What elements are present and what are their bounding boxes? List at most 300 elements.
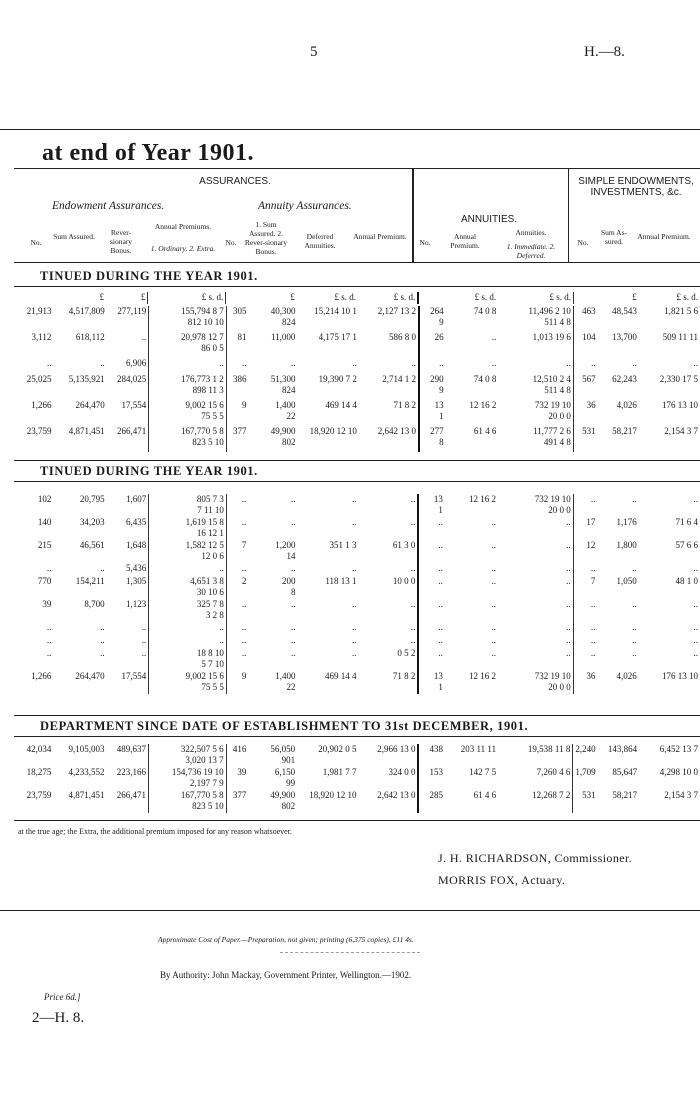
units-cell: £ s. d. [474, 292, 497, 302]
units-cell: £ [99, 292, 105, 302]
col-ann-no: No. [419, 238, 431, 247]
col-aa-no: No. [225, 238, 237, 247]
table-cell: 39 [226, 767, 248, 790]
table-cell: 1,400 22 [275, 400, 296, 421]
table-cell: 438 [418, 744, 445, 767]
table-cell: 469 14 4 [325, 400, 357, 410]
table-cell: 13 1 [419, 400, 446, 426]
table-cell: .. [226, 358, 248, 374]
units-cell: £ s. d. [334, 292, 357, 302]
table-cell: 377 [226, 426, 248, 452]
units-cell: £ [632, 292, 637, 302]
table-bottom-rule [14, 820, 700, 821]
table-row [14, 306, 700, 332]
table-cell: 62,243 [612, 374, 637, 384]
table-row [14, 744, 700, 767]
assurances-heading: ASSURANCES. [199, 176, 271, 187]
col-annual-premiums: Annual Premiums. [154, 222, 212, 231]
table-cell: 2,714 1 2 [382, 374, 416, 384]
table-cell: 386 [226, 374, 248, 400]
table-cell: 377 [226, 790, 248, 813]
table-cell: 2,642 13 0 [377, 426, 416, 436]
table-cell: 74 0 8 [473, 306, 497, 316]
table-cell: 142 7 5 [469, 767, 497, 777]
table-cell: 155,794 8 7 812 10 10 [149, 306, 226, 332]
table-cell: 23,759 [26, 790, 52, 800]
table-cell: 12,510 2 4 511 4 8 [532, 374, 571, 395]
signature-actuary: MORRIS FOX, Actuary. [438, 873, 566, 887]
table-cell: .. [141, 635, 147, 645]
table-cell: .. [566, 635, 571, 645]
table-cell: 2,330 17 5 [659, 374, 698, 384]
table-cell: 9 [226, 400, 248, 426]
table-row [14, 540, 700, 563]
table-cell: 11,777 2 6 491 4 8 [533, 426, 571, 447]
col-se-sum: Sum As-sured. [600, 228, 628, 246]
table-cell: .. [46, 648, 52, 658]
table-cell: 586 8 0 [389, 332, 416, 342]
table-cell: 85,647 [612, 767, 638, 777]
table-cell: 223,166 [116, 767, 146, 777]
table-cell: 49,900 802 [270, 426, 296, 447]
table-cell: .. [291, 599, 296, 609]
table-cell: .. [491, 599, 497, 609]
table-cell: .. [290, 358, 296, 368]
table-cell: 277,119 [117, 306, 147, 316]
table-cell: .. [291, 563, 296, 573]
table-cell: 264,470 [75, 671, 105, 681]
table-cell: .. [226, 599, 248, 622]
table-cell: .. [573, 358, 597, 374]
table-cell: 15,214 10 1 [314, 306, 357, 316]
table-cell: .. [352, 563, 357, 573]
table-cell: 5,436 [125, 563, 147, 573]
table-cell: .. [352, 622, 357, 632]
table-cell: 2,966 13 0 [377, 744, 416, 754]
table-cell: 4,026 [616, 671, 637, 681]
table-cell: .. [141, 648, 147, 658]
table-cell: .. [352, 648, 357, 658]
table-cell: 17,554 [121, 671, 147, 681]
table-cell: 203 11 11 [460, 744, 497, 754]
table-cell: .. [226, 563, 248, 576]
table-cell: .. [491, 332, 497, 342]
header-bottom-rule [14, 262, 700, 263]
units-cell: £ s. d. [549, 292, 571, 302]
table-cell: 143,864 [607, 744, 638, 754]
units-cell [14, 292, 53, 304]
col-annuities: Annuities. [515, 228, 547, 237]
table-cell: 324 0 0 [388, 767, 416, 777]
table-cell: .. [410, 517, 416, 527]
units-cell [418, 292, 445, 304]
table-cell: 12 16 2 [469, 494, 497, 504]
table-cell: .. [291, 635, 296, 645]
table-cell: 9,002 15 6 75 5 5 [149, 671, 227, 694]
table-cell: 102 [37, 494, 52, 504]
col-se-premium: Annual Premium. [637, 232, 691, 241]
table-cell: 1,123 [125, 599, 147, 609]
cost-divider [280, 952, 420, 953]
table-cell: 732 19 10 20 0 0 [534, 494, 571, 515]
table-cell: 104 [573, 332, 597, 358]
page-number: 5 [310, 44, 318, 60]
table-cell: 13,700 [612, 332, 637, 342]
table-cell: .. [693, 622, 698, 632]
table-row [14, 332, 700, 358]
table-cell: 11,496 2 10 511 4 8 [528, 306, 571, 327]
table-cell: 732 19 10 20 0 0 [534, 671, 571, 692]
table-cell: 71 6 4 [675, 517, 698, 527]
table-cell: 21,913 [26, 306, 52, 316]
table-cell: 1,607 [125, 494, 147, 504]
col-sum-assured: Sum Assured. [53, 232, 95, 241]
table-cell: 2,240 [573, 744, 598, 767]
table-cell: 18,920 12 10 [309, 790, 357, 800]
table-cell: 153 [418, 767, 445, 790]
section1-rule [14, 286, 700, 287]
table-cell: 12,268 7 2 [532, 790, 571, 800]
table-cell: 51,300 824 [270, 374, 296, 395]
table-cell: 7 [573, 576, 597, 599]
endowment-assurances-heading: Endowment Assurances. [52, 200, 165, 212]
table-cell: 140 [37, 517, 52, 527]
table-cell: .. [410, 622, 416, 632]
table-cell: .. [352, 494, 357, 504]
table-cell: 71 8 2 [392, 671, 416, 681]
table-cell: 118 13 1 [325, 576, 357, 586]
table-cell: .. [410, 494, 416, 504]
table-cell: .. [566, 563, 571, 573]
header-rule [14, 168, 700, 169]
table-cell: 6,452 13 7 [659, 744, 698, 754]
table-cell: 9,105,003 [68, 744, 105, 754]
table-cell: 48,543 [612, 306, 637, 316]
table-cell: 0 5 2 [397, 648, 416, 658]
table-cell: 176,773 1 2 898 11 3 [149, 374, 226, 400]
table-cell: 20,902 0 5 [318, 744, 357, 754]
table-cell: .. [410, 563, 416, 573]
table-cell: 1,648 [125, 540, 147, 550]
table-cell: 1,981 7 7 [322, 767, 357, 777]
table-cell: .. [566, 648, 571, 658]
annuities-heading: ANNUITIES. [460, 214, 518, 225]
table-cell: .. [693, 358, 698, 368]
table-cell: 351 1 3 [329, 540, 357, 550]
table-cell: .. [632, 648, 637, 658]
table-cell: .. [291, 494, 296, 504]
table-cell: 19,538 11 8 [527, 744, 571, 754]
table-cell: 1,619 15 8 16 12 1 [149, 517, 227, 540]
table-cell: .. [693, 648, 698, 658]
table-cell: .. [291, 648, 296, 658]
table-cell: .. [410, 599, 416, 609]
units-cell: £ [290, 292, 295, 302]
table-cell: 305 [226, 306, 248, 332]
table-cell: 618,112 [75, 332, 105, 342]
simple-endowments-heading: SIMPLE ENDOWMENTS, INVESTMENTS, &c. [578, 176, 694, 198]
section-heading-2: TINUED DURING THE YEAR 1901. [40, 464, 258, 478]
table-row [14, 517, 700, 540]
table-cell: 49,900 802 [270, 790, 296, 811]
table-cell: 264 9 [419, 306, 446, 332]
table-cell: .. [491, 358, 497, 368]
table-cell: .. [100, 358, 105, 368]
table-cell: 12 [573, 540, 597, 563]
table-row [14, 374, 700, 400]
units-cell: £ s. d. [148, 292, 226, 304]
table-cell: 18,920 12 10 [309, 426, 357, 436]
table-cell: 4,651 3 8 30 10 6 [149, 576, 227, 599]
table-cell: 1,400 22 [275, 671, 296, 692]
section3-rule-top [14, 715, 700, 716]
table-cell: .. [141, 332, 147, 342]
table-cell: .. [418, 622, 445, 635]
table-cell: 4,026 [616, 400, 637, 410]
table-cell: 61 3 0 [392, 540, 416, 550]
table-cell: .. [573, 563, 597, 576]
table-cell: 167,770 5 8 823 5 10 [148, 790, 226, 813]
table-cell: 2,154 3 7 [664, 790, 698, 800]
table-cell: .. [491, 648, 497, 658]
table-cell: .. [352, 358, 357, 368]
table-cell: 2,127 13 2 [377, 306, 416, 316]
section2-rule [14, 481, 700, 482]
table-cell: 266,471 [117, 426, 147, 436]
table-cell: 2 [226, 576, 248, 599]
table-cell: .. [100, 635, 105, 645]
sheet-mark: 2—H. 8. [32, 1010, 85, 1026]
top-rule [0, 129, 700, 130]
table-cell: 4,517,809 [68, 306, 105, 316]
table-cell: .. [352, 635, 357, 645]
table-cell: .. [573, 648, 597, 671]
table-cell: 176 13 10 [662, 400, 698, 410]
table-cell: 57 6 6 [675, 540, 698, 550]
table-cell: 61 4 6 [473, 790, 497, 800]
table-cell: .. [410, 635, 416, 645]
table-cell: .. [573, 622, 597, 635]
table-cell: .. [411, 358, 416, 368]
table-cell: .. [291, 622, 296, 632]
table-cell: 416 [226, 744, 248, 767]
table-cell: 36 [573, 671, 597, 694]
table-cell: .. [46, 358, 52, 368]
table-cell: 266,471 [116, 790, 146, 800]
table-cell: .. [693, 599, 698, 609]
table-cell: 39 [42, 599, 52, 609]
table-cell: 1,821 5 6 [664, 306, 698, 316]
page-title: at end of Year 1901. [42, 140, 254, 166]
table-cell: 36 [573, 400, 597, 426]
table-cell: 1,050 [616, 576, 637, 586]
units-row [14, 292, 700, 304]
table-row [14, 400, 700, 426]
table-cell: .. [566, 599, 571, 609]
table-cell: 264,470 [75, 400, 105, 410]
table-cell: .. [352, 517, 357, 527]
table-cell: 154,211 [75, 576, 105, 586]
table-cell: 26 [419, 332, 446, 358]
units-cell: £ s. d. [676, 292, 698, 302]
table-cell: .. [573, 599, 597, 622]
table-cell: 284,025 [117, 374, 147, 384]
section-heading-3: DEPARTMENT SINCE DATE OF ESTABLISHMENT TO 31st DECEMBER, 1901. [40, 719, 529, 733]
table-cell: 11,000 [271, 332, 296, 342]
table-cell: .. [491, 563, 497, 573]
table-cell: .. [632, 563, 637, 573]
units-cell: £ s. d. [393, 292, 416, 302]
table-cell: 56,050 901 [270, 744, 296, 765]
table-row [14, 622, 700, 635]
table-cell: 154,736 19 10 2,197 7 9 [148, 767, 226, 790]
table-cell: .. [566, 517, 571, 527]
table-cell: 2,642 13 0 [377, 790, 416, 800]
table-cell: .. [566, 358, 571, 368]
table-cell: 13 1 [418, 494, 445, 517]
table-cell: .. [100, 622, 105, 632]
table-block-1 [14, 306, 700, 452]
table-cell: .. [418, 648, 445, 671]
table-cell: .. [226, 622, 248, 635]
table-cell: .. [100, 563, 105, 573]
col-no: No. [30, 238, 42, 247]
table-cell: 10 0 0 [392, 576, 416, 586]
table-cell: .. [693, 494, 698, 504]
table-cell: 13 1 [418, 671, 445, 694]
units-cell [226, 292, 248, 304]
table-cell: 12 16 2 [469, 671, 497, 681]
table-cell: 167,770 5 8 823 5 10 [149, 426, 226, 452]
table-cell: .. [491, 622, 497, 632]
table-cell: .. [491, 540, 497, 550]
table-cell: .. [566, 540, 571, 550]
table-cell: .. [632, 358, 637, 368]
table-cell: .. [632, 599, 637, 609]
table-cell: .. [226, 517, 248, 540]
table-cell: 6,906 [126, 358, 147, 368]
section-heading-1: TINUED DURING THE YEAR 1901. [40, 269, 258, 283]
table-cell: 567 [573, 374, 597, 400]
table-cell: 2,154 3 7 [664, 426, 698, 436]
col-aa-sum: 1. Sum Assured. 2. Rever-sionary Bonus. [244, 220, 288, 256]
table-cell: 285 [418, 790, 445, 813]
table-block-3 [14, 744, 700, 813]
authority-line: By Authority: John Mackay, Government Printer, Wellington.—1902. [160, 970, 412, 980]
table-cell: 42,034 [26, 744, 52, 754]
table-row [14, 635, 700, 648]
table-cell: 7,260 4 6 [536, 767, 571, 777]
table-cell: 48 1 0 [675, 576, 698, 586]
table-cell: 74 0 8 [473, 374, 497, 384]
table-cell: .. [693, 635, 698, 645]
table-cell: 25,025 [26, 374, 52, 384]
table-cell: 732 19 10 20 0 0 [534, 400, 571, 421]
simple-divider [568, 168, 569, 262]
table-cell: .. [418, 540, 445, 563]
table-cell: 4,871,451 [68, 790, 105, 800]
section3-rule [14, 736, 700, 737]
table-cell: 9,002 15 6 75 5 5 [149, 400, 226, 426]
table-row [14, 790, 700, 813]
table-cell: 46,561 [79, 540, 105, 550]
col-aa-premium: Annual Premium. [353, 232, 407, 241]
table-cell: 58,217 [612, 426, 637, 436]
table-cell: 531 [573, 790, 598, 813]
table-row [14, 358, 700, 374]
table-cell: .. [291, 517, 296, 527]
annuity-assurances-heading: Annuity Assurances. [258, 200, 352, 212]
table-cell: 20,978 12 7 86 0 5 [149, 332, 226, 358]
annuities-divider [412, 168, 414, 262]
table-cell: .. [141, 622, 147, 632]
table-cell: .. [418, 563, 445, 576]
table-cell: 1,709 [573, 767, 598, 790]
table-cell: .. [573, 635, 597, 648]
table-row [14, 599, 700, 622]
table-cell: 18,275 [26, 767, 52, 777]
table-cell: 7 [226, 540, 248, 563]
table-cell: .. [46, 622, 52, 632]
section2-rule-top [14, 460, 700, 461]
table-cell: 71 8 2 [393, 400, 416, 410]
col-reversionary-bonus: Rever-sionary Bonus. [109, 228, 133, 255]
table-cell: .. [491, 635, 497, 645]
table-cell: 805 7 3 7 11 10 [149, 494, 227, 517]
table-cell: 200 8 [282, 576, 296, 597]
table-cell: 58,217 [612, 790, 638, 800]
table-cell: 277 8 [419, 426, 446, 452]
table-cell: .. [149, 358, 226, 374]
units-cell [573, 292, 597, 304]
table-cell: 8,700 [84, 599, 105, 609]
table-cell: 4,871,451 [68, 426, 105, 436]
table-cell: 489,637 [116, 744, 146, 754]
table-cell: 322,507 5 6 3,020 13 7 [148, 744, 226, 767]
table-cell: .. [632, 494, 637, 504]
table-cell: 40,300 824 [270, 306, 296, 327]
table-row [14, 426, 700, 452]
footnote: at the true age; the Extra, the additional premium imposed for any reason whatsoever. [18, 827, 292, 836]
table-cell: 20,795 [79, 494, 105, 504]
table-cell: .. [418, 635, 445, 648]
table-cell: .. [46, 563, 52, 573]
table-cell: .. [226, 635, 248, 648]
table-cell: 19,390 7 2 [318, 374, 357, 384]
table-cell: 3,112 [31, 332, 52, 342]
col-annuities-note: 1. Immediate. 2. Deferred. [506, 242, 556, 260]
table-cell: 1,266 [31, 671, 52, 681]
table-cell: .. [352, 599, 357, 609]
table-cell: .. [149, 622, 227, 635]
table-cell: 1,582 12 5 12 0 6 [149, 540, 227, 563]
table-cell: .. [693, 563, 698, 573]
table-cell: .. [149, 635, 227, 648]
table-cell: 463 [573, 306, 597, 332]
table-cell: 9 [226, 671, 248, 694]
table-cell: .. [491, 576, 497, 586]
table-cell: 1,013 19 6 [532, 332, 571, 342]
table-cell: 176 13 10 [662, 671, 698, 681]
footer-rule [0, 910, 700, 911]
table-cell: 34,203 [79, 517, 105, 527]
table-row [14, 767, 700, 790]
table-cell: .. [226, 494, 248, 517]
table-cell: .. [632, 622, 637, 632]
table-cell: .. [100, 648, 105, 658]
table-cell: 4,298 10 0 [659, 767, 698, 777]
table-row [14, 576, 700, 599]
